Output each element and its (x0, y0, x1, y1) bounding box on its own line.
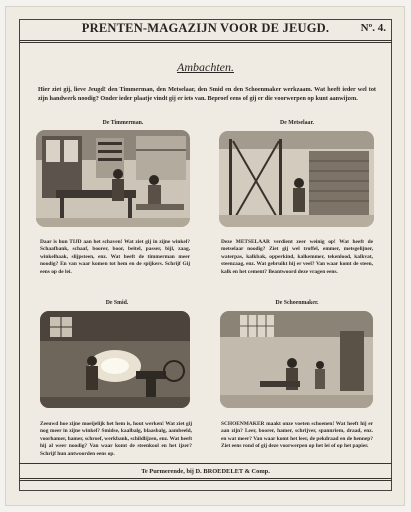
page-title: PRENTEN-MAGAZIJN VOOR DE JEUGD. (81, 21, 330, 35)
blacksmith-forge-engraving (40, 311, 190, 408)
print-number: Nº. 4. (360, 22, 386, 34)
caption-schoenmaker: De Schoenmaker. (275, 300, 319, 306)
text-smid: Zeeuwd hoe zijne moeijelijk het hem is, hout werken! Wat ziet gij nog meer in zijne winkel? Smidse, kaalbalg, blaasbalg, aambeeld, voorhamer, hamer, schroef, werkbank, schildlijzen, enz. Wat heeft hij al weer noodig? Van waar komt de steenkool en het ijzer? Schrijf hun antwoorden eens op. (40, 421, 192, 457)
bricklayer-scaffold-engraving (219, 131, 374, 227)
caption-metselaar: De Metselaar. (280, 120, 314, 126)
illustration-smid (40, 311, 190, 408)
intro-text: Hier ziet gij, lieve Jeugd! den Timmerman, den Metselaar, den Smid en den Schoenmaker werkzaam. Wat heeft ieder wel tot zijn handwerk noodig? Onder ieder plaatje vindt gij er iets van. Beproef eens of gij er die voorwerpen op kunt aanwijzen. (38, 86, 376, 102)
illustration-schoenmaker (220, 311, 373, 408)
header-rule (19, 40, 392, 43)
header (19, 21, 392, 40)
illustration-timmerman (36, 130, 190, 227)
caption-timmerman: De Timmerman. (102, 120, 144, 126)
carpenter-workshop-engraving (36, 130, 190, 227)
publisher-line: Te Purmerende, bij D. BROEDELET & Comp. (141, 468, 270, 475)
footer-rule-bottom (19, 478, 392, 481)
text-timmerman: Daar is hun TIJD aan het schaven! Wat ziet gij in zijne winkel? Schaafbank, schaaf, boorer, boor, beitel, passer, bijl, zaag, winkelhaak, slijpsteen, enz. Wat heeft de timmerman meer noodig? En van waar komen tot hem en de spijkers. Schrijf Gij eens op de lei. (40, 239, 190, 275)
subtitle: Ambachten. (177, 60, 234, 74)
text-schoenmaker: SCHOENMAKER maakt onze voeten schoenen! Wat heeft hij er aan zijn? Leer, boorer, hamer, schrijver, spannriem, draad, enz. en wat meer? Van waar komt het leer, de pekdraad en de hennep? Ziet eens rond of gij deze voorwerpen op het lei of op het papier. (221, 421, 373, 450)
caption-smid: De Smid. (105, 300, 129, 306)
text-metselaar: Deze METSELAAR verdient zeer weinig op! Wat heeft de metselaar noodig? Ziet gij wel troffel, emmer, metsgelijner, waterpas, kalkbak, opperkind, kalkemmer, tekenlood, kalkvat, steenzaag, enz. Wat gebruikt hij er veel? Van waar komt de steen, kalk en het cement? Beantwoord deze vragen eens. (221, 239, 373, 275)
footer-rule-top (19, 463, 392, 464)
illustration-metselaar (219, 131, 374, 227)
shoemaker-shop-engraving (220, 311, 373, 408)
